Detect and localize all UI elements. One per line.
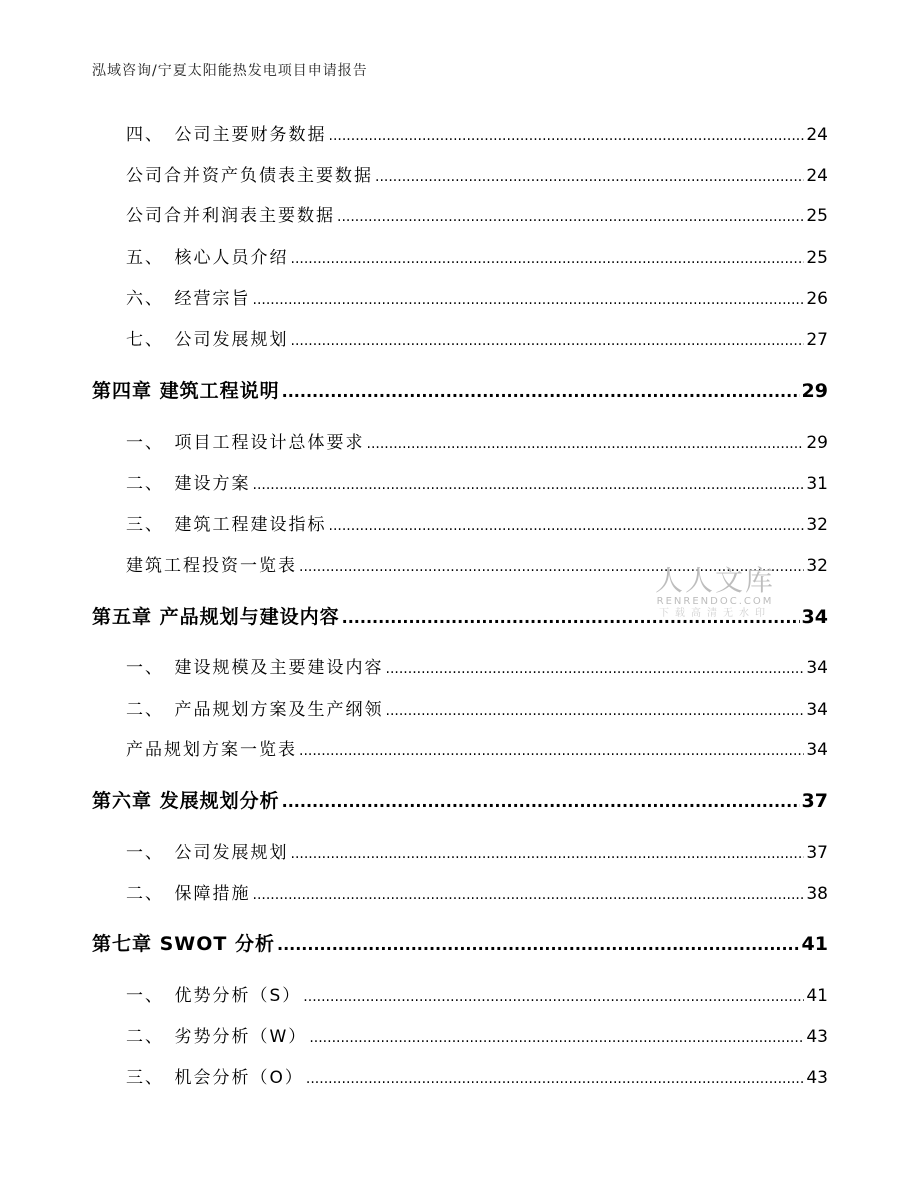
toc-entry-page: 38 xyxy=(806,884,828,904)
toc-leader-dots xyxy=(291,246,805,272)
toc-chapter-title: 第四章 建筑工程说明 xyxy=(92,380,280,402)
toc-entry[interactable] xyxy=(126,737,828,763)
toc-leader-dots xyxy=(253,472,805,498)
toc-entry-page: 41 xyxy=(801,933,828,955)
toc-entry[interactable] xyxy=(126,655,828,681)
toc-entry[interactable] xyxy=(126,286,828,312)
toc-entry-page: 37 xyxy=(806,843,828,863)
toc-leader-dots xyxy=(329,123,805,149)
toc-leader-dots xyxy=(282,379,800,405)
toc-entry-page: 25 xyxy=(806,206,828,226)
toc-chapter-entry[interactable] xyxy=(92,788,828,814)
toc-chapter-title: 第七章 SWOT 分析 xyxy=(92,933,275,955)
toc-entry-title: 一、 公司发展规划 xyxy=(126,843,289,863)
toc-leader-dots xyxy=(303,984,804,1010)
toc-leader-dots xyxy=(337,204,804,230)
toc-entry-title: 四、 公司主要财务数据 xyxy=(126,125,327,145)
toc-leader-dots xyxy=(253,882,805,908)
toc-leader-dots xyxy=(367,431,805,457)
toc-leader-dots xyxy=(375,164,804,190)
toc-entry-page: 27 xyxy=(806,330,828,350)
toc-entry[interactable] xyxy=(126,245,828,271)
toc-entry-title: 一、 建设规模及主要建设内容 xyxy=(126,658,384,678)
toc-entry-title: 六、 经营宗旨 xyxy=(126,289,251,309)
watermark xyxy=(650,566,780,620)
toc-entry[interactable] xyxy=(126,697,828,723)
toc-entry-page: 43 xyxy=(806,1027,828,1047)
toc-entry-title: 二、 建设方案 xyxy=(126,474,251,494)
toc-entry-page: 34 xyxy=(806,700,828,720)
toc-entry-page: 31 xyxy=(806,474,828,494)
toc-entry[interactable] xyxy=(126,1024,828,1050)
toc-entry[interactable] xyxy=(126,327,828,353)
toc-leader-dots xyxy=(291,841,805,867)
toc-entry-page: 41 xyxy=(806,986,828,1006)
toc-entry-title: 产品规划方案一览表 xyxy=(126,740,297,760)
toc-leader-dots xyxy=(299,738,804,764)
toc-leader-dots xyxy=(282,789,800,815)
toc-entry[interactable] xyxy=(126,840,828,866)
toc-entry-title: 五、 核心人员介绍 xyxy=(126,248,289,268)
toc-entry[interactable] xyxy=(126,471,828,497)
toc-entry[interactable] xyxy=(126,203,828,229)
toc-chapter-entry[interactable] xyxy=(92,378,828,404)
toc-entry-page: 29 xyxy=(806,433,828,453)
toc-leader-dots xyxy=(329,513,805,539)
toc-entry-title: 公司合并利润表主要数据 xyxy=(126,206,335,226)
toc-leader-dots xyxy=(386,698,805,724)
toc-entry-title: 三、 建筑工程建设指标 xyxy=(126,515,327,535)
watermark-domain: RENRENDOC.COM xyxy=(656,596,774,607)
toc-chapter-entry[interactable] xyxy=(92,931,828,957)
page-header: 泓域咨询/宁夏太阳能热发电项目申请报告 xyxy=(92,63,368,79)
watermark-tagline: 下载高清无水印 xyxy=(659,608,771,619)
toc-entry-page: 26 xyxy=(806,289,828,309)
toc-entry-page: 24 xyxy=(806,125,828,145)
toc-entry-page: 29 xyxy=(801,380,828,402)
toc-entry-title: 二、 产品规划方案及生产纲领 xyxy=(126,700,384,720)
toc-entry-title: 公司合并资产负债表主要数据 xyxy=(126,166,373,186)
toc-entry[interactable] xyxy=(126,163,828,189)
toc-entry-page: 43 xyxy=(806,1068,828,1088)
toc-leader-dots xyxy=(277,932,800,958)
toc-entry-title: 七、 公司发展规划 xyxy=(126,330,289,350)
toc-entry-page: 32 xyxy=(806,515,828,535)
toc-entry-page: 25 xyxy=(806,248,828,268)
watermark-logo-text: 人人文库 xyxy=(654,564,775,597)
toc-entry-page: 24 xyxy=(806,166,828,186)
toc-entry-title: 二、 保障措施 xyxy=(126,884,251,904)
toc-entry[interactable] xyxy=(126,881,828,907)
toc-entry-title: 一、 项目工程设计总体要求 xyxy=(126,433,365,453)
toc-leader-dots xyxy=(291,328,805,354)
toc-entry-title: 三、 机会分析（O） xyxy=(126,1068,304,1088)
toc-leader-dots xyxy=(306,1066,804,1092)
toc-entry[interactable] xyxy=(126,1065,828,1091)
toc-entry[interactable] xyxy=(126,122,828,148)
toc-entry-title: 一、 优势分析（S） xyxy=(126,986,302,1006)
toc-leader-dots xyxy=(253,287,805,313)
toc-entry-page: 34 xyxy=(806,658,828,678)
toc-entry-title: 建筑工程投资一览表 xyxy=(126,556,297,576)
toc-entry-page: 37 xyxy=(801,790,828,812)
toc-entry[interactable] xyxy=(126,512,828,538)
toc-entry-title: 二、 劣势分析（W） xyxy=(126,1027,308,1047)
toc-entry[interactable] xyxy=(126,983,828,1009)
toc-entry-page: 34 xyxy=(806,740,828,760)
toc-entry-page: 32 xyxy=(806,556,828,576)
toc-leader-dots xyxy=(309,1025,804,1051)
toc-chapter-title: 第五章 产品规划与建设内容 xyxy=(92,606,340,628)
toc-entry-page: 34 xyxy=(801,606,828,628)
toc-chapter-title: 第六章 发展规划分析 xyxy=(92,790,280,812)
toc-entry[interactable] xyxy=(126,430,828,456)
toc-leader-dots xyxy=(386,656,805,682)
